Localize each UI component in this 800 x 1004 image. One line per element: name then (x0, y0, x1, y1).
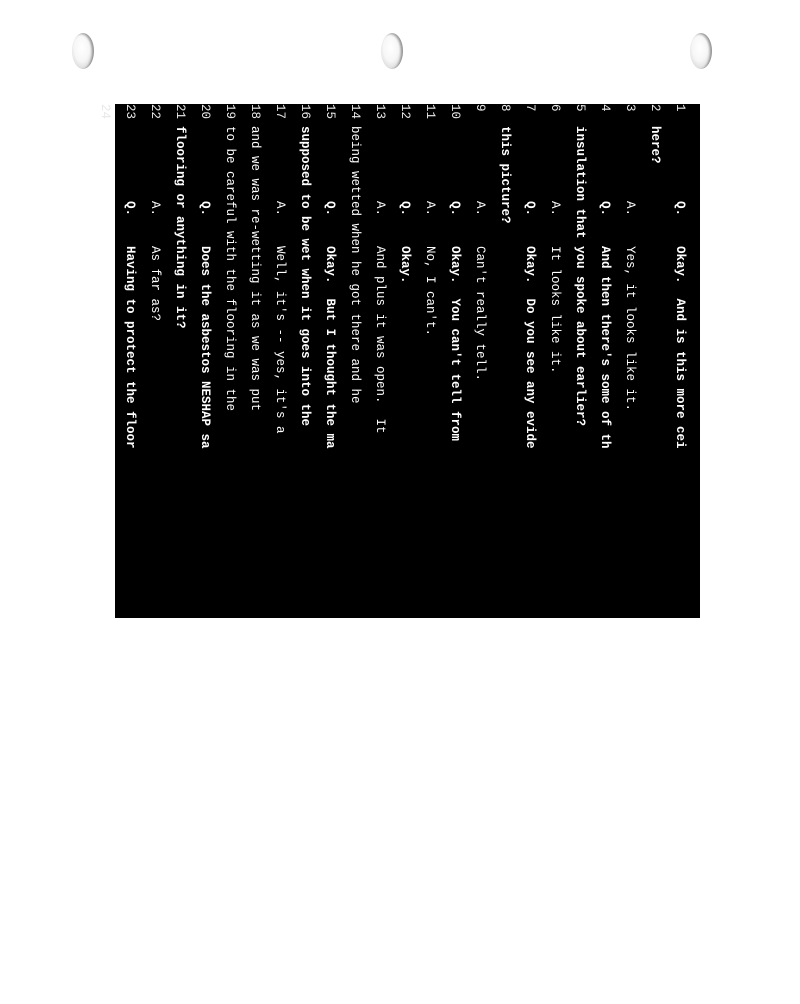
transcript-line (243, 104, 268, 1004)
transcript-line (143, 104, 168, 1004)
transcript-line (193, 104, 218, 1004)
transcript-line (168, 104, 193, 1004)
line-number: 20 (198, 104, 213, 120)
line-text: Q. Okay. You can't tell from (448, 126, 463, 442)
transcript-line (518, 104, 543, 1004)
transcript-line (93, 104, 118, 1004)
transcript-line (568, 104, 593, 1004)
transcript-line (443, 104, 468, 1004)
line-text: and we was re-wetting it as we was put (248, 126, 263, 412)
transcript-line (643, 104, 668, 1004)
line-text: Q. Okay. And is this more cei (673, 126, 688, 449)
line-number: 5 (573, 104, 588, 112)
line-number: 21 (173, 104, 188, 120)
line-text: A. Yes, it looks like it. (623, 126, 638, 412)
line-text: A. No, I can't. (423, 126, 438, 337)
transcript-line (368, 104, 393, 1004)
line-number: 7 (523, 104, 538, 112)
line-text: Q. Does the asbestos NESHAP sa (198, 126, 213, 449)
transcript-line (668, 104, 693, 1004)
line-text: Q. And then there's some of th (598, 126, 613, 449)
line-number: 14 (348, 104, 363, 120)
line-text: A. No, but our company pays (98, 126, 113, 427)
line-number: 6 (548, 104, 563, 112)
line-text: Q. Okay. Do you see any evide (523, 126, 538, 449)
line-text: A. As far as? (148, 126, 163, 322)
line-number: 10 (448, 104, 463, 120)
line-text: flooring or anything in it? (173, 126, 188, 329)
line-number: 13 (373, 104, 388, 120)
transcript-line (618, 104, 643, 1004)
line-number: 16 (298, 104, 313, 120)
line-text: A. It looks like it. (548, 126, 563, 374)
line-number: 2 (648, 104, 663, 112)
line-number: 11 (423, 104, 438, 120)
line-text: Q. Okay. But I thought the ma (323, 126, 338, 449)
transcript-line (118, 104, 143, 1004)
line-text: Q. Having to protect the floor (123, 126, 138, 449)
transcript-line (418, 104, 443, 1004)
line-number: 24 (98, 104, 113, 120)
transcript-line (468, 104, 493, 1004)
transcript-line (218, 104, 243, 1004)
line-text: supposed to be wet when it goes into the (298, 126, 313, 427)
transcript-line (293, 104, 318, 1004)
transcript-page (98, 104, 700, 618)
line-number: 23 (123, 104, 138, 120)
line-text: this picture? (498, 126, 513, 224)
transcript-line (393, 104, 418, 1004)
line-number: 22 (148, 104, 163, 120)
line-text: A. Can't really tell. (473, 126, 488, 382)
punch-hole (72, 33, 94, 69)
transcript-line (318, 104, 343, 1004)
line-number: 9 (473, 104, 488, 112)
line-text: being wetted when he got there and he (348, 126, 363, 404)
line-number: 17 (273, 104, 288, 120)
line-number: 18 (248, 104, 263, 120)
line-number: 12 (398, 104, 413, 120)
line-number: 15 (323, 104, 338, 120)
line-number: 19 (223, 104, 238, 120)
line-text: A. And plus it was open. It (373, 126, 388, 434)
line-number: 8 (498, 104, 513, 112)
transcript-text-block (98, 104, 700, 618)
punch-hole (381, 33, 403, 69)
line-text: to be careful with the flooring in the (223, 126, 238, 412)
transcript-line (593, 104, 618, 1004)
line-text: Q. Okay. (398, 126, 413, 284)
transcript-line (268, 104, 293, 1004)
transcript-line (493, 104, 518, 1004)
line-number: 4 (598, 104, 613, 112)
line-text: A. Well, it's -- yes, it's a (273, 126, 288, 434)
transcript-line (343, 104, 368, 1004)
line-number: 3 (623, 104, 638, 112)
line-text: insulation that you spoke about earlier? (573, 126, 588, 427)
transcript-line (543, 104, 568, 1004)
line-number: 1 (673, 104, 688, 112)
punch-hole (690, 33, 712, 69)
line-text: here? (648, 126, 663, 164)
